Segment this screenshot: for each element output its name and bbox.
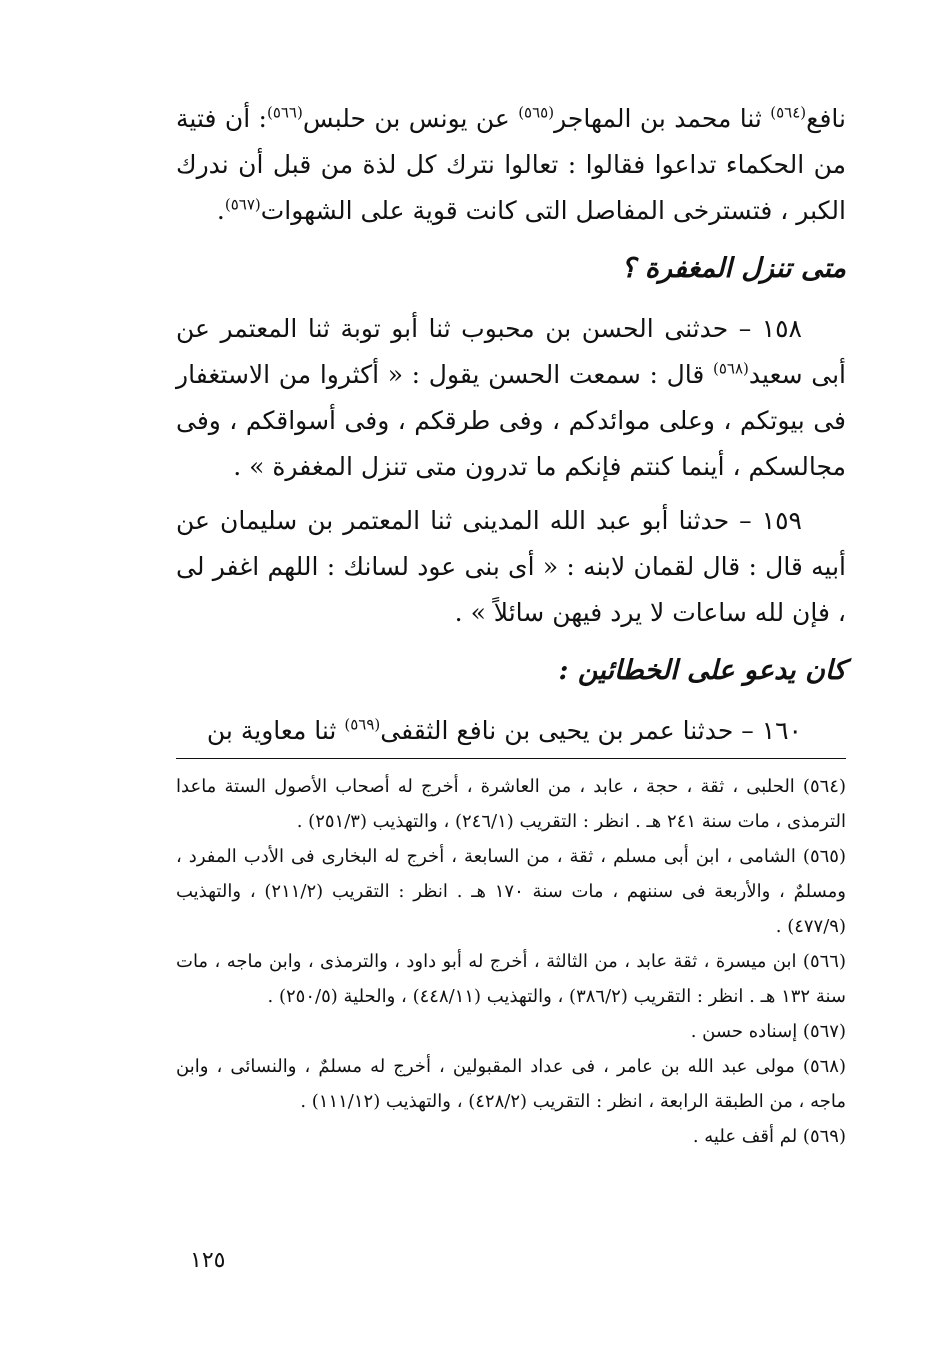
intro-text-2: ثنا محمد بن المهاجر <box>554 104 771 133</box>
footnote-ref-567: (٥٦٧) <box>224 195 261 214</box>
footnote-divider <box>176 758 846 759</box>
footnote-569: (٥٦٩) لم أقف عليه . <box>692 1126 846 1147</box>
footnote-ref-568: (٥٦٨) <box>713 359 749 378</box>
hadith-160 <box>176 708 846 754</box>
footnote-564: (٥٦٤) الحلبى ، ثقة ، حجة ، عابد ، من العاشرة ، أخرج له أصحاب الأصول الستة ماعدا الترمذى ، مات سنة ٢٤١ هـ . انظر : التقريب (٢٤٦/١) ، والتهذيب (٢٥١/٣) . <box>176 776 846 832</box>
section-heading-forgiveness: متى تنزل المغفرة ؟ <box>621 253 846 284</box>
footnote-568: (٥٦٨) مولى عبد الله بن عامر ، فى عداد المقبولين ، أخرج له مسلمٌ ، والنسائى ، وابن ماجه ، من الطبقة الرابعة ، انظر : التقريب (٤٢٨/٢) ، والتهذيب (١١١/١٢) . <box>176 1056 846 1112</box>
intro-text-3: عن يونس بن حلبس <box>302 104 519 133</box>
book-page <box>176 96 846 1154</box>
hadith-158-text-2: قال : سمعت الحسن يقول : « أكثروا من الاستغفار فى بيوتكم ، وعلى موائدكم ، وفى طرقكم ، وفى أسواقكم ، وفى مجالسكم ، أينما كنتم فإنكم ما تدرون متى تنزل المغفرة » . <box>176 360 846 481</box>
footnote-ref-566: (٥٦٦) <box>266 103 303 122</box>
footnote-566: (٥٦٦) ابن ميسرة ، ثقة عابد ، من الثالثة ، أخرج له أبو داود ، والترمذى ، وابن ماجه ، مات سنة ١٣٢ هـ . انظر : التقريب (٣٨٦/٢) ، والتهذيب (٤٤٨/١١) ، والحلية (٢٥٠/٥) . <box>176 951 846 1007</box>
footnote-567: (٥٦٧) إسناده حسن . <box>690 1021 846 1042</box>
footnote-ref-564: (٥٦٤) <box>770 103 807 122</box>
footnote-565: (٥٦٥) الشامى ، ابن أبى مسلم ، ثقة ، من السابعة ، أخرج له البخارى فى الأدب المفرد ، ومسلمٌ ، والأربعة فى سننهم ، مات سنة ١٧٠ هـ . انظر : التقريب (٢١١/٢) ، والتهذيب (٤٧٧/٩) . <box>176 846 846 937</box>
footnote-ref-565: (٥٦٥) <box>518 103 555 122</box>
intro-text-1: نافع <box>806 104 846 133</box>
hadith-160-text-1: ١٦٠ – حدثنا عمر بن يحيى بن نافع الثقفى <box>380 716 802 745</box>
hadith-158 <box>176 306 846 490</box>
footnote-ref-569: (٥٦٩) <box>344 715 381 734</box>
intro-text-5: . <box>216 196 225 225</box>
intro-paragraph <box>176 96 846 234</box>
page-number: ١٢٥ <box>190 1248 226 1273</box>
section-heading-sinners: كان يدعو على الخطائين : <box>558 655 846 686</box>
footnotes-section <box>176 769 846 1154</box>
hadith-158-text-1: ١٥٨ – حدثنى الحسن بن محبوب ثنا أبو توبة ثنا المعتمر عن أبى سعيد <box>176 314 846 389</box>
hadith-159: ١٥٩ – حدثنا أبو عبد الله المدينى ثنا المعتمر بن سليمان عن أبيه قال : قال لقمان لابنه : « أى بنى عود لسانك : اللهم اغفر لى ، فإن لله ساعات لا يرد فيهن سائلاً » . <box>176 506 846 627</box>
intro-text-4: : أن فتية من الحكماء تداعوا فقالوا : تعالوا نترك كل لذة من قبل أن ندرك الكبر ، فتسترخى المفاصل التى كانت قوية على الشهوات <box>176 104 846 225</box>
hadith-160-text-2: ثنا معاوية بن <box>206 716 345 745</box>
